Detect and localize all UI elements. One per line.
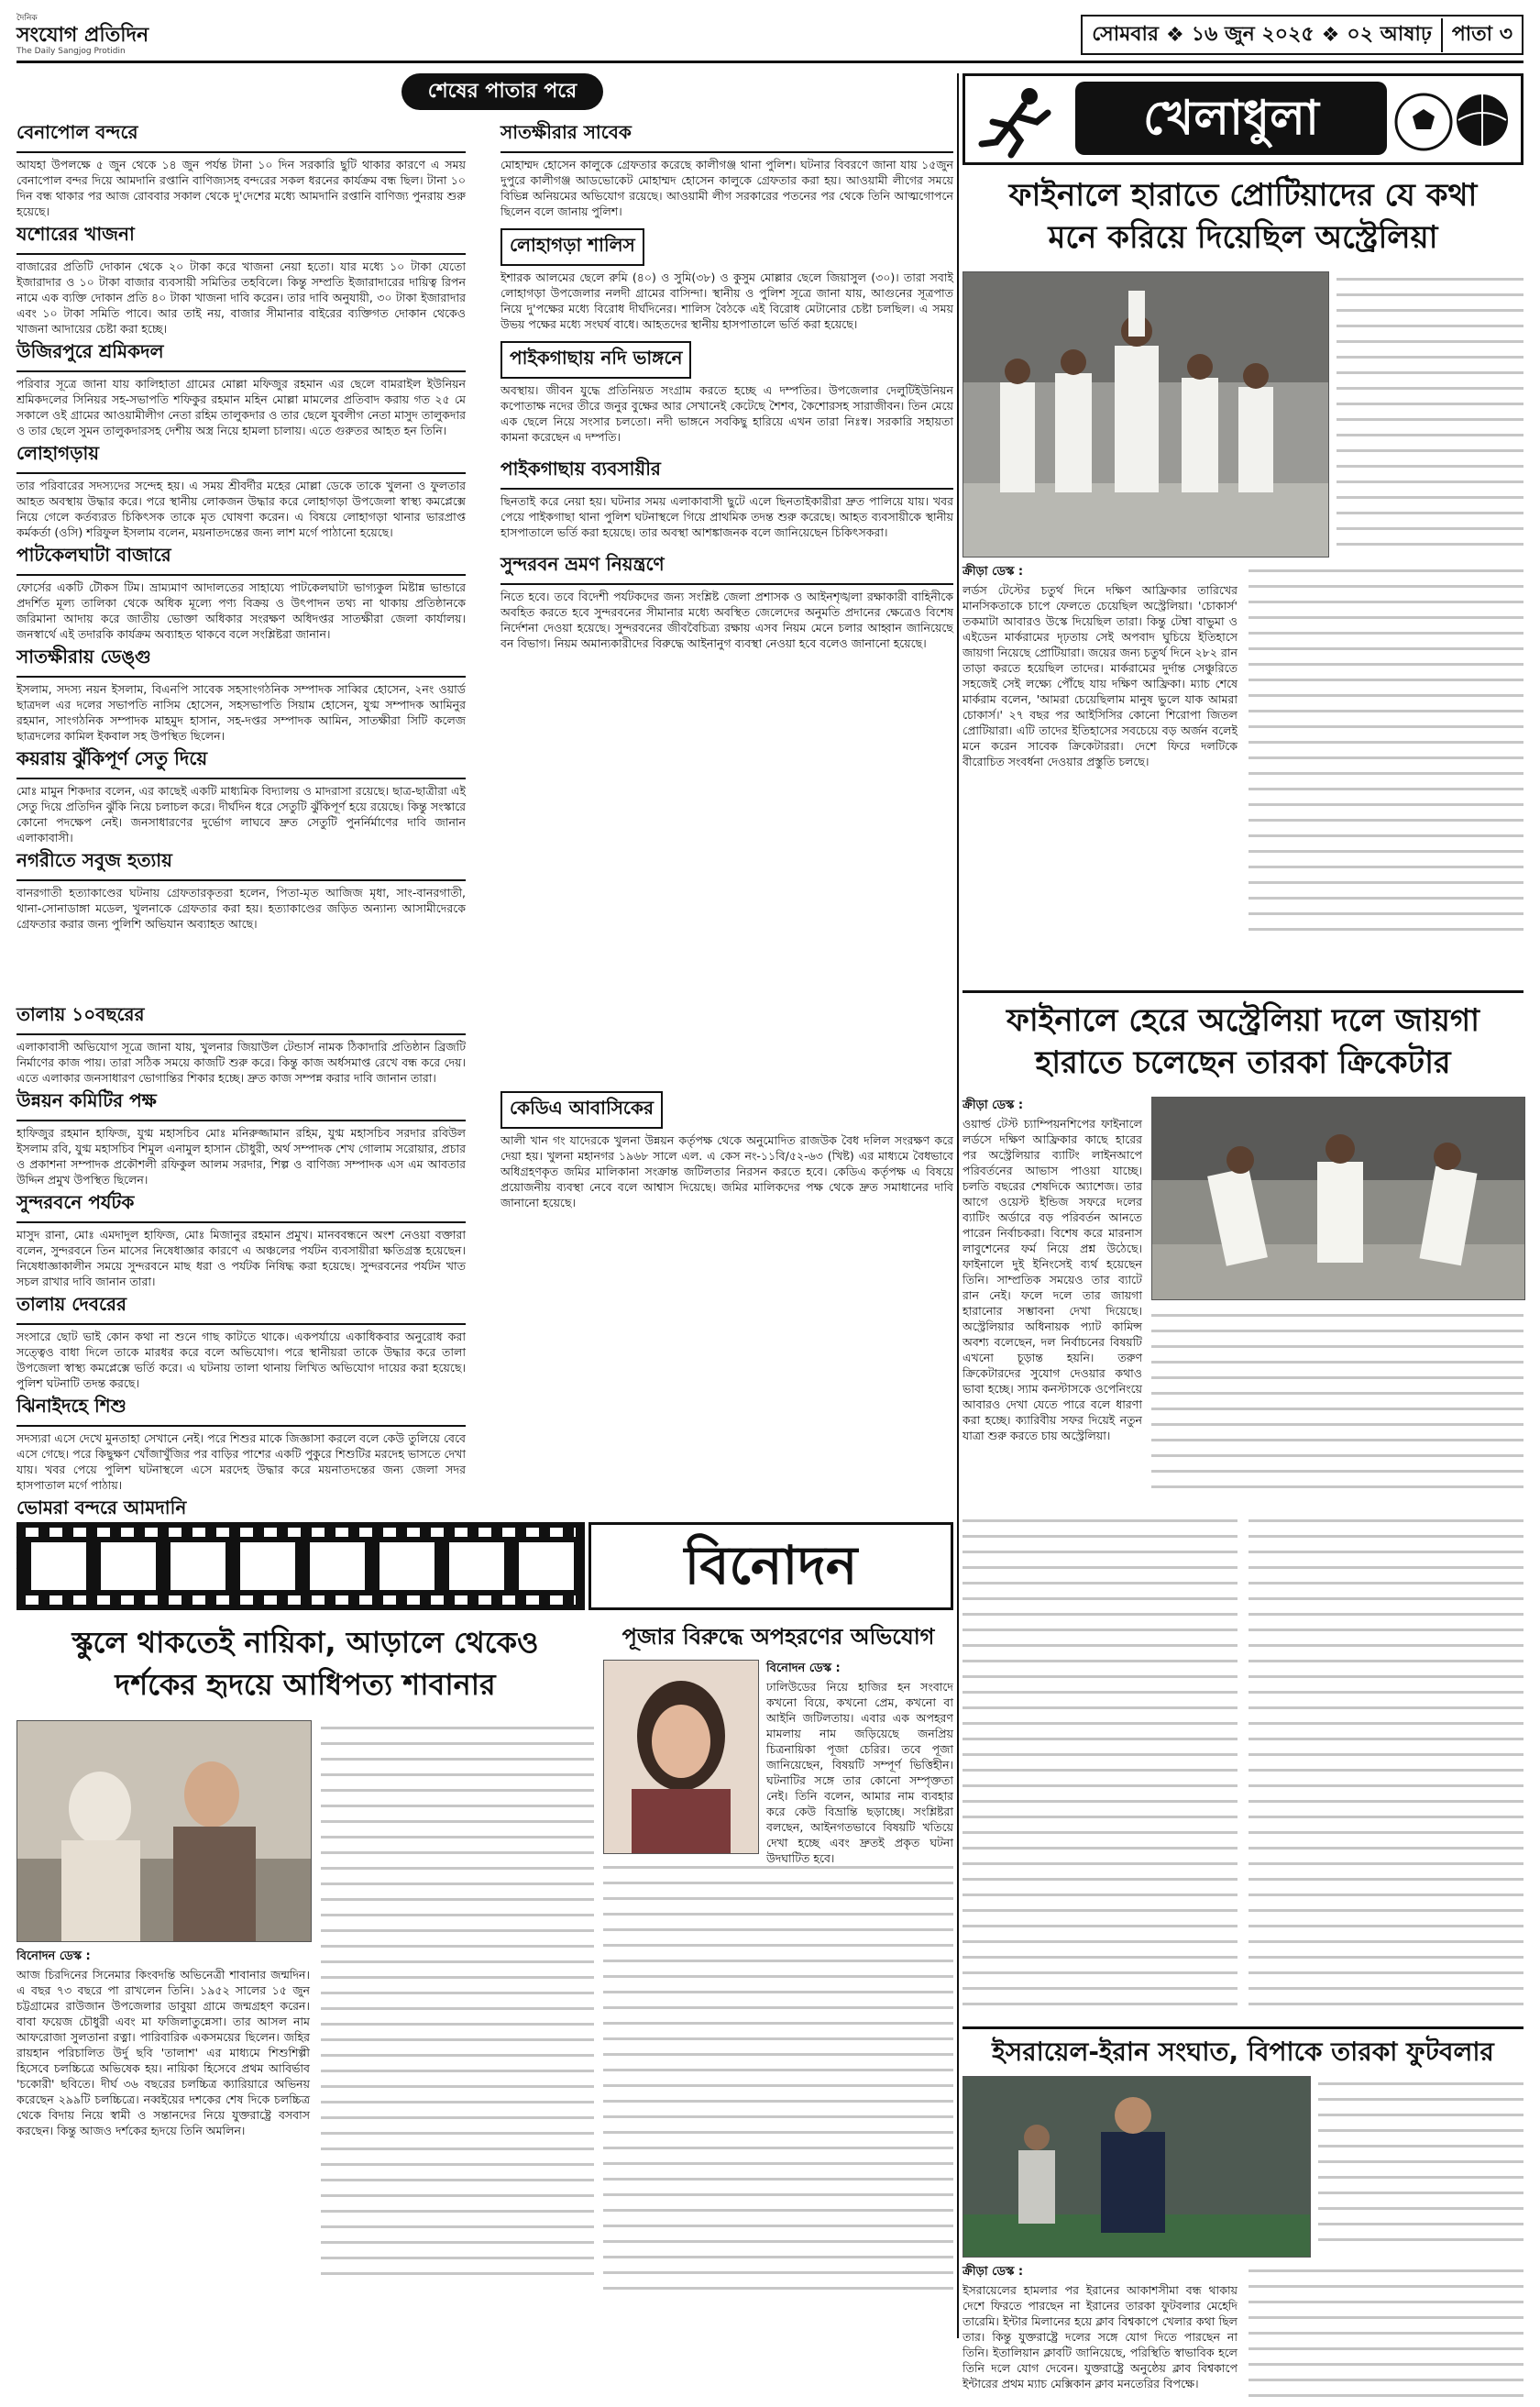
date-bar — [1081, 15, 1524, 55]
story-caption: ক্রীড়া ডেস্ক : — [962, 565, 1024, 579]
story-headline: লোহাগড়া শালিস — [500, 228, 644, 266]
football-player-illustration — [963, 2077, 1310, 2257]
story-item — [16, 999, 466, 1086]
runner-icon — [973, 85, 1064, 157]
shabana-text-col-1 — [16, 1948, 310, 2330]
story-body: হাফিজুর রহমান হাফিজ, যুগ্ম মহাসচিব মোঃ মনিরুজ্জামান রহিম, যুগ্ম মহাসচিব সরদার রবিউল ইসলাম রবি, যুগ্ম মহাসচিব শিমুল এনামুল হাসান চৌধুরী, অর্থ সম্পাদক শেখ গোলাম সরোয়ার, প্রচার ও প্রকাশনা সম্পাদক প্রকৌশলী রফিকুল আলম সরদার, শিল্প ও বাণিজ্য সম্পাদক এস এম আবতার উদ্দিন প্রমুখ উপস্থিত ছিলেন। — [16, 1126, 466, 1187]
masthead — [16, 9, 1524, 63]
story-item — [16, 1086, 466, 1187]
story-headline: সাতক্ষীরার সাবেক — [500, 117, 953, 153]
story-headline: তালায় দেবরের — [16, 1289, 466, 1325]
proteas-text-col-3 — [1248, 563, 1524, 937]
headline-line-1: ফাইনালে হেরে অস্ট্রেলিয়া দলে জায়গা — [1006, 1002, 1480, 1039]
puja-text-col-1 — [766, 1660, 953, 1865]
sports-banner — [962, 73, 1524, 165]
australia-text-col-1 — [962, 1097, 1142, 1519]
australia-headline — [962, 999, 1524, 1084]
taremi-photo — [962, 2076, 1311, 2258]
story-headline: ভোমরা বন্দরে আমদানি — [16, 1493, 466, 1529]
story-headline: সুন্দরবন ভ্রমণ নিয়ন্ত্রণে — [500, 549, 953, 585]
date-bangla: ০২ আষাঢ় — [1347, 22, 1432, 46]
headline-line-1: ফাইনালে হারাতে প্রোটিয়াদের যে কথা — [1008, 177, 1478, 214]
headline-line-1: স্কুলে থাকতেই নায়িকা, আড়ালে থেকেও — [72, 1625, 539, 1660]
headline-line-2: মনে করিয়ে দিয়েছিল অস্ট্রেলিয়া — [1048, 219, 1438, 256]
proteas-celebration-photo — [962, 271, 1329, 558]
shabana-text-col-2 — [321, 1720, 594, 2281]
story-headline: যশোরের খাজনা — [16, 219, 466, 255]
football-headline: ইসরায়েল-ইরান সংঘাত, বিপাকে তারকা ফুটবলার — [992, 2037, 1494, 2067]
story-headline: পাইকগাছায় ব্যবসায়ীর — [500, 454, 953, 490]
filmstrip-graphic — [16, 1522, 585, 1610]
story-headline: ঝিনাইদহে শিশু — [16, 1391, 466, 1427]
australia-text-col-2 — [1151, 1308, 1524, 1495]
football-text-col-2 — [962, 2263, 1238, 2407]
story-item — [16, 337, 466, 438]
story-caption: ক্রীড়া ডেস্ক : — [962, 2265, 1024, 2279]
section-rule — [962, 2026, 1524, 2029]
story-headline: পাটকেলঘাটা বাজারে — [16, 540, 466, 576]
australia-fielding-photo — [1151, 1097, 1525, 1300]
story-headline: কেডিএ আবাসিকের — [500, 1091, 663, 1129]
news-column-a-lower — [16, 999, 466, 1579]
story-headline: তালায় ১০বছরের — [16, 999, 466, 1035]
proteas-text-col-1 — [1336, 271, 1524, 552]
paper-logo — [16, 11, 236, 55]
entertainment-section — [16, 1522, 953, 2338]
news-column-b — [500, 117, 953, 651]
cricket-celebration-illustration — [963, 272, 1328, 557]
football-text-col-3 — [1248, 2263, 1524, 2403]
story-headline: উন্নয়ন কমিটির পক্ষ — [16, 1086, 466, 1121]
puja-headline: পূজার বিরুদ্ধে অপহরণের অভিযোগ — [622, 1624, 935, 1650]
story-caption: বিনোদন ডেস্ক : — [766, 1662, 841, 1675]
australia-text-col-3 — [962, 1513, 1238, 2012]
balls-icon — [1392, 87, 1512, 153]
headline-line-2: দর্শকের হৃদয়ে আধিপত্য শাবানার — [115, 1667, 496, 1702]
story-body: অবস্থায়। জীবন যুদ্ধে প্রতিনিয়ত সংগ্রাম করতে হচ্ছে এ দম্পতির। উপজেলার দেলুটিইউনিয়ন কপোতাক্ষ নদের তীরে জনুর বুক্ষের আর সেখানেই কেটেছে শৈশব, কৈশোরসহ সারাজীবন। তিন মেয়ে এক ছেলে নিয়ে সংসার চলতো। নদী ভাঙ্গনে সবকিছু হারিয়ে এখন তারা নিঃস্ব। সরকারি সহায়তা কামনা করেছেন এ দম্পতি। — [500, 383, 953, 444]
story-body: মাসুদ রানা, মোঃ এমদাদুল হাফিজ, মোঃ মিজানুর রহমান প্রমুখ। মানববন্ধনে অংশ নেওয়া বক্তারা বলেন, সুন্দরবনে তিন মাসের নিষেধাজ্ঞার কারণে এ অঞ্চলের পর্যটন ব্যবসায়ীরা ক্ষতিগ্রস্ত হয়েছেন। নিষেধাজ্ঞাকালীন সময়ে সুন্দরবনে মাছ ধরা ও পর্যটক নিষিদ্ধ করা হয়েছে। সুন্দরবনের পর্যটন খাত সচল রাখার দাবি জানান তারা। — [16, 1228, 466, 1288]
story-body: সদস্যরা এসে দেখে মুনতাহা সেখানে নেই। পরে শিশুর মাকে জিজ্ঞাসা করলে বলে কেউ তুলিয়ে বেবে এসে গেছে। পরে কিছুক্ষণ খোঁজাখুঁজির পর বাড়ির পাশের একটি পুকুরে শিশুটির মরদেহ ভাসতে দেখা যায়। খবর পেয়ে পুলিশ ঘটনাস্থলে এসে মরদেহ উদ্ধার করে ময়নাতদন্তের জন্য জেলা সদর হাসপাতাল মর্গে পাঠায়। — [16, 1431, 466, 1492]
story-body: আজ চিরদিনের সিনেমার কিংবদন্তি অভিনেত্রী শাবানার জন্মদিন। এ বছর ৭৩ বছরে পা রাখলেন তিনি। ১৯৫২ সালের ১৫ জুন চট্টগ্রামের রাউজান উপজেলার ডাবুয়া গ্রামে জন্মগ্রহণ করেন। বাবা ফয়েজ চৌধুরী এবং মা ফজিলাতুন্নেসা। তার আসল নাম আফরোজা সুলতানা রত্না। পারিবারিক একসময়ের ছিলেন। জহির রায়হান পরিচালিত উর্দু ছবি 'তালাশ' এর মাধ্যমে শিশুশিল্পী হিসেবে চলচ্চিত্রে অভিষেক হয়। নায়িকা হিসেবে প্রথম আবির্ভাব 'চকোরী' ছবিতে। দীর্ঘ ৩৬ বছরের চলচ্চিত্র ক্যারিয়ারে অভিনয় করেছেন ২৯৯টি চলচ্চিত্রে। নব্বইয়ের দশকের শেষ দিকে চলচ্চিত্র থেকে বিদায় নিয়ে স্বামী ও সন্তানদের নিয়ে যুক্তরাষ্ট্রে বসবাস করছেন। কিন্তু আজও দর্শকের হৃদয়ে তিনি অমলিন। — [16, 1968, 310, 2137]
story-caption: ক্রীড়া ডেস্ক : — [962, 1099, 1024, 1112]
story-body: ওয়ার্ল্ড টেস্ট চ্যাম্পিয়নশিপের ফাইনালে লর্ডসে দক্ষিণ আফ্রিকার কাছে হারের পর অস্ট্রেলিয়ার ব্যাটিং লাইনআপে পরিবর্তনের আভাস পাওয়া যাচ্ছে। চলতি বছরের শেষদিকে অ্যাশেজ। তার আগে ওয়েস্ট ইন্ডিজ সফরে দলের ব্যাটিং অর্ডারে বড় পরিবর্তন আনতে পারেন নির্বাচকরা। বিশেষ করে মারনাস লাবুশেনের ফর্ম নিয়ে প্রশ্ন উঠেছে। ফাইনালে দুই ইনিংসেই ব্যর্থ হয়েছেন তিনি। সাম্প্রতিক সময়েও তার ব্যাটে রান নেই। ফলে দলে তার জায়গা হারানোর সম্ভাবনা দেখা দিয়েছে। অস্ট্রেলিয়ার অধিনায়ক প্যাট কামিন্স অবশ্য বলেছেন, দল নির্বাচনের বিষয়টি এখনো চূড়ান্ত হয়নি। তরুণ ক্রিকেটারদের সুযোগ দেওয়ার কথাও ভাবা হচ্ছে। স্যাম কনস্টাসকে ওপেনিংয়ে আবারও দেখা যেতে পারে বলে ধারণা করা হচ্ছে। ক্যারিবীয় সফর দিয়েই নতুন যাত্রা শুরু করতে চায় অস্ট্রেলিয়া। — [962, 1117, 1142, 1442]
story-headline: উজিরপুরে শ্রমিকদল — [16, 337, 466, 372]
column-divider — [957, 73, 959, 2338]
story-item — [16, 1391, 466, 1493]
story-body: মোহাম্মদ হোসেন কালুকে গ্রেফতার করেছে কালীগঞ্জ থানা পুলিশ। ঘটনার বিবরণে জানা যায় ১৫জুন দুপুরে কালীগঞ্জ আডভোকেট মোহাম্মদ হোসেন কালুকে গ্রেফতার করা হয়। আওয়ামী লীগের সময়ে বিভিন্ন অনিয়মের অভিযোগ রয়েছে। আওয়ামী লীগ সরকারের পতনের পর থেকে তিনি আত্মগোপনে ছিলেন বলে জানায় পুলিশ। — [500, 158, 953, 218]
story-caption: বিনোদন ডেস্ক : — [16, 1949, 91, 1963]
story-item — [16, 642, 466, 744]
story-item — [16, 1187, 466, 1289]
story-headline: সাতক্ষীরায় ডেঙ্গু — [16, 642, 466, 678]
entertainment-title: বিনোদন — [588, 1522, 953, 1610]
proteas-headline — [962, 174, 1524, 259]
story-body: ইসলাম, সদস্য নয়ন ইসলাম, বিএনপি সাবেক সহসাংগঠনিক সম্পাদক সাব্বির হোসেন, ২নং ওয়ার্ড ছাত্রদল এর দলের সভাপতি নাসিম হোসেন, সহসভাপতি সিয়াম হোসেন, যুগ্ম সম্পাদক আমিনুর রহমান, সাংগঠনিক সম্পাদক মাহমুদ হাসান, সহ-দপ্তর সম্পাদক আমিন, সাতক্ষীরা সিটি কলেজ ছাত্রদলের কামিল ইকবাল সহ উপস্থিত ছিলেন। — [16, 682, 466, 743]
page-number: পাতা ৩ — [1441, 18, 1512, 52]
story-item — [500, 1091, 953, 1210]
story-item — [500, 454, 953, 540]
cricket-fielding-illustration — [1152, 1098, 1524, 1299]
story-body: পরিবার সূত্রে জানা যায় কালিহাতা গ্রামের মোল্লা মফিজুর রহমান এর ছেলে বামরাইল ইউনিয়ন শ্রমিকদলের সিনিয়র সহ-সভাপতি শফিকুর রহমান মহিন মোল্লা মামলের প্রতিবাদ করায় গত ২৫ মে সকালে ওই গ্রামের আওয়ামীলীগ নেতা রহিম তালুকদার ও তার ছেলে যুবলীগ নেতা মাসুদ তালুকদার ও তার ছেলে সুমন তালুকদারসহ দেশীয় অস্ত্র নিয়ে হামলা চালায়। এতে গুরুতর আহত হন তিনি। — [16, 377, 466, 437]
story-body: সংসারে ছোট ভাই কোন কথা না শুনে গাছ কাটতে থাকে। একপর্যায়ে একাধিকবার অনুরোধ করা সত্ত্বেও বাধা দিলে তাকে মারধর করে বলে অভিযোগ। পরে স্থানীয়রা তাকে উদ্ধার করে তালা উপজেলা স্বাস্থ্য কমপ্লেক্সে ভর্তি করে। এ ঘটনায় তালা থানায় লিখিত অভিযোগ দায়ের করা হয়েছে। পুলিশ ঘটনাটি তদন্ত করছে। — [16, 1330, 466, 1390]
story-headline: লোহাগড়ায় — [16, 438, 466, 474]
paper-name-en: The Daily Sangjog Protidin — [16, 47, 126, 56]
diamond-icon: ❖ — [1166, 23, 1184, 47]
story-body: তার পরিবারের সদস্যদের সন্দেহ হয়। এ সময় শ্রীবর্দীর মহের মোল্লা ডেকে তাকে খুলনা ও ফুলতার আহত অবস্থায় উদ্ধার করে। পরে স্থানীয় লোকজন উদ্ধার করে লোহাগড়া উপজেলা স্বাস্থ্য কমপ্লেক্সে নিয়ে গেলে কর্তব্যরত চিকিৎসক তাকে মৃত ঘোষণা করেন। এ বিষয়ে লোহাগড়া থানার ভারপ্রাপ্ত কর্মকর্তা (ওসি) শরিফুল ইসলাম বলেন, ময়নাতদন্তের জন্য লাশ মর্গে পাঠানো হয়েছে। — [16, 479, 466, 539]
couple-photo-illustration — [17, 1721, 311, 1941]
daily-label: দৈনিক — [16, 14, 38, 23]
shabana-photo — [16, 1720, 312, 1942]
story-item — [500, 341, 953, 445]
story-body: ইসরায়েলের হামলার পর ইরানের আকাশসীমা বন্ধ থাকায় দেশে ফিরতে পারছেন না ইরানের তারকা ফুটবলার মেহেদি তারেমি। ইন্টার মিলানের হয়ে ক্লাব বিশ্বকাপে খেলার কথা ছিল তার। কিন্তু যুক্তরাষ্ট্রে দলের সঙ্গে যোগ দিতে পারছেন না তিনি। ইতালিয়ান ক্লাবটি জানিয়েছে, পরিস্থিতি স্বাভাবিক হলে তিনি দলে যোগ দেবেন। যুক্তরাষ্ট্রে অনুষ্ঠেয় ক্লাব বিশ্বকাপে ইন্টারের প্রথম ম্যাচ মেক্সিকান ক্লাব মনতেরির বিপক্ষে। — [962, 2283, 1238, 2390]
football-text-col-1 — [1318, 2076, 1524, 2247]
story-item — [500, 117, 953, 219]
section-rule — [962, 990, 1524, 993]
story-headline: বেনাপোল বন্দরে — [16, 117, 466, 153]
puja-photo — [603, 1660, 759, 1854]
story-body: আযহা উপলক্ষে ৫ জুন থেকে ১৪ জুন পর্যন্ত টানা ১০ দিন সরকারি ছুটি থাকার কারণে এ সময় বেনাপোল বন্দর দিয়ে আমদানি রপ্তানি বাণিজ্যসহ বন্দরের সকল ধরনের কার্যক্রম বন্ধ ছিল। টানা ১০ দিন বন্ধ থাকার পর আজ রোববার সকাল থেকে দু'দেশের মধ্যে আমদানি রপ্তানি বাণিজ্য পুনরায় শুরু হয়েছে। — [16, 158, 466, 218]
news-column-b-lower — [500, 1091, 953, 1210]
australia-text-col-4 — [1248, 1513, 1524, 2012]
story-headline: কয়রায় ঝুঁকিপূর্ণ সেতু দিয়ে — [16, 744, 466, 779]
sports-title: খেলাধুলা — [1075, 82, 1387, 155]
story-item — [16, 438, 466, 540]
story-item — [16, 744, 466, 845]
story-body: বানরগাতী হত্যাকাণ্ডের ঘটনায় গ্রেফতারকৃতরা হলেন, পিতা-মৃত আজিজ মৃধা, সাং-বানরগাতী, থানা-সোনাডাঙ্গা মডেল, খুলনাকে গ্রেফতার করা হয়। হত্যাকাণ্ডের জড়িত অন্যান্য আসামীদেরকে গ্রেফতার করার জন্য পুলিশি অভিযান অব্যাহত আছে। — [16, 886, 466, 931]
story-item — [500, 549, 953, 651]
puja-text-col-2 — [603, 1860, 953, 2296]
story-body: ছিনতাই করে নেয়া হয়। ঘটনার সময় এলাকাবাসী ছুটে এলে ছিনতাইকারীরা দ্রুত পালিয়ে যায়। খবর পেয়ে পাইকগাছা থানা পুলিশ ঘটনাস্থলে গিয়ে প্রাথমিক তদন্ত শুরু করেছে। আহত ব্যবসায়ীকে স্থানীয় হাসপাতালে ভর্তি করা হয়েছে। তার অবস্থা আশঙ্কাজনক বলে জানিয়েছেন চিকিৎসকরা। — [500, 494, 953, 539]
headline-line-2: হারাতে চলেছেন তারকা ক্রিকেটার — [1035, 1044, 1451, 1081]
story-item — [16, 540, 466, 642]
story-item — [500, 228, 953, 332]
story-item — [16, 219, 466, 337]
story-body: নিতে হবে। তবে বিদেশী পর্যটকদের জন্য সংশ্লিষ্ট জেলা প্রশাসক ও আইনশৃঙ্খলা রক্ষাকারী বাহিনীকে অবহিত করতে হবে সুন্দরবনের সীমানার মধ্যে অবস্থিত জেলেদের অনুমতি প্রদানের ক্ষেত্রেও বিশেষ নির্দেশনা দেওয়া হয়েছে। সুন্দরবনের জীববৈচিত্র্য রক্ষায় এসব নিয়ম মেনে চলার আহ্বান জানিয়েছে বন বিভাগ। নিয়ম অমান্যকারীদের বিরুদ্ধে আইনানুগ ব্যবস্থা নেওয়া হবে বলেও জানানো হয়েছে। — [500, 590, 953, 650]
date-gregorian: ১৬ জুন ২০২৫ — [1191, 22, 1314, 46]
story-body: লর্ডস টেস্টের চতুর্থ দিনে দক্ষিণ আফ্রিকার তারিখের মানসিকতাকে চাপে ফেলতে চেয়েছিল অস্ট্রেলিয়া। 'চোকার্স' তকমাটা আবারও উস্কে দিয়েছিল তারা। কিন্তু টেম্বা বাভুমা ও এইডেন মার্করামের দৃঢ়তায় সেই অপবাদ ঘুচিয়ে ইতিহাসে জায়গা নিয়েছে প্রোটিয়ারা। জয়ের জন্য চতুর্থ দিনে ২৮২ রান তাড়া করতে হয়েছিল তাদের। মার্করামের দুর্দান্ত সেঞ্চুরিতে সহজেই সেই লক্ষ্যে পৌঁছে যায় দক্ষিণ আফ্রিকা। ম্যাচ শেষে মার্করাম বলেন, 'আমরা চেয়েছিলাম মানুষ ভুলে যাক আমরা চোকার্স।' ২৭ বছর পর আইসিসির কোনো শিরোপা জিতল প্রোটিয়ারা। এটি তাদের ইতিহাসের সবচেয়ে বড় অর্জন বলেই মনে করেন সাবেক ক্রিকেটাররা। দেশে ফিরে দলটিকে বীরোচিত সংবর্ধনা দেওয়ার প্রস্তুতি চলছে। — [962, 583, 1238, 768]
story-body: ইশারক আলমের ছেলে রুমি (৪০) ও সুমি(৩৮) ও কুসুম মোল্লার ছেলে জিয়াসুল (৩০)। তারা সবাই লোহাগড়া উপজেলার নলদী গ্রামের বাসিন্দা। স্থানীয় ও পুলিশ সূত্রে জানা যায়, আগুনের সূত্রপাত নিয়ে দু'পক্ষের মধ্যে বিরোধ দীর্ঘদিনের। শালিস বৈঠকে এই বিরোধ মেটানোর চেষ্টা চলছিল। এ সময় উভয় পক্ষের মধ্যে সংঘর্ষ বাধে। আহতদের স্থানীয় হাসপাতালে ভর্তি করা হয়েছে। — [500, 271, 953, 331]
story-headline: নগরীতে সবুজ হত্যায় — [16, 845, 466, 881]
news-column-a — [16, 117, 466, 932]
story-item — [16, 117, 466, 219]
weekday: সোমবার — [1092, 22, 1160, 46]
story-item — [16, 845, 466, 932]
sports-section — [962, 73, 1524, 2390]
story-body: আলী খান গং যাদেরকে খুলনা উন্নয়ন কর্তৃপক্ষ থেকে অনুমোদিত রাজউক বৈধ দলিল সংরক্ষণ করে দেয়া হয়। খুলনা মহানগর ১৯৬৮ সালে এল. এ কেস নং-১১বি/৫২-৬৩ (খিষ্ট) এর মাধ্যমে বৈধভাবে অধিগ্রহণকৃত জমির মালিকানা সংক্রান্ত জটিলতার নিরসন করতে হবে। কেডিএ কর্তৃপক্ষ এ বিষয়ে প্রয়োজনীয় ব্যবস্থা নেবে বলে আশ্বাস দিয়েছে। জমির মালিকদের পক্ষ থেকে দ্রুত সমাধানের দাবি জানানো হয়েছে। — [500, 1133, 953, 1209]
proteas-text-col-2 — [962, 563, 1238, 967]
story-headline: সুন্দরবনে পর্যটক — [16, 1187, 466, 1223]
continued-news-section — [16, 73, 953, 1518]
shabana-headline — [16, 1621, 594, 1706]
story-body: ফোর্সের একটি টৌকস টিম। ভ্রাম্যমাণ আদালতের সাহায্যে পাটকেলঘাটা ভাগ্যকুল মিষ্টান্ন ভান্ডারে প্রদর্শিত মূল্য তালিকা থেকে অধিক মূল্যে পণ্য বিক্রয় ও উৎপাদন তথ্য না থাকায় প্রতিষ্ঠানকে জরিমানা আদায় করে জাতীয় ভোক্তা অধিকার সংরক্ষণ অধিদপ্তর সাতক্ষীরা জেলা কার্যালয়। জনস্বার্থে এই তদারকি কার্যক্রম অব্যাহত থাকবে বলে সংশ্লিষ্টরা জানান। — [16, 580, 466, 641]
story-body: এলাকাবাসী অভিযোগ সূত্রে জানা যায়, খুলনার জিয়াউল টেন্ডার্স নামক ঠিকাদারি প্রতিষ্ঠান ব্রিজটি নির্মাণের কাজ পায়। তারা সঠিক সময়ে কাজটি শুরু করে। কিন্তু কাজ অর্ধসমাপ্ত রেখে বন্ধ করে দেয়। এতে এলাকার জনসাধারণ ভোগান্তির শিকার হচ্ছে। দ্রুত কাজ সম্পন্ন করার দাবি জানান তারা। — [16, 1040, 466, 1085]
story-body: মোঃ মামুন শিকদার বলেন, এর কাছেই একটি মাধ্যমিক বিদ্যালয় ও মাদরাসা রয়েছে। ছাত্র-ছাত্রীরা এই সেতু দিয়ে প্রতিদিন ঝুঁকি নিয়ে চলাচল করে। দীর্ঘদিন ধরে সেতুটি ঝুঁকিপূর্ণ হয়ে রয়েছে। কিন্তু সংস্কারে কোনো পদক্ষেপ নেই। জনসাধারণের দুর্ভোগ লাঘবে দ্রুত সেতুটি পুনর্নির্মাণের দাবি জানান এলাকাবাসী। — [16, 784, 466, 845]
continued-label: শেষের পাতার পরে — [402, 73, 603, 110]
paper-name: সংযোগ প্রতিদিন — [16, 24, 149, 47]
story-body: বাজারের প্রতিটি দোকান থেকে ২০ টাকা করে খাজনা নেয়া হতো। যার মধ্যে ১০ টাকা যেতো ইজারাদার ও ১০ টাকা বাজার ব্যবসায়ী সমিতির তহবিলে। কিন্তু সম্প্রতি ইজারাদারের দায়িত্ব রিপন নামে এক ব্যক্তি দোকান প্রতি ৪০ টাকা খাজনা দাবি করেন। তার দাবি অনুযায়ী, ৩০ টাকা ইজারাদার এবং ১০ টাকা সমিতি পাবে। আর তাই নয়, বাজার সীমানার বাইরের ব্যক্তিগত দোকান থেকেও খাজনা আদায়ের চেষ্টা করা হচ্ছে। — [16, 259, 466, 336]
story-headline: পাইকগাছায় নদি ভাঙ্গনে — [500, 341, 691, 379]
actress-photo-illustration — [604, 1661, 758, 1853]
story-body: ঢালিউডের নিয়ে হাজির হন সংবাদে কখনো বিয়ে, কখনো প্রেম, কখনো বা আইনি জটিলতায়। এবার এক অপহরণ মামলায় নাম জড়িয়েছে জনপ্রিয় চিত্রনায়িকা পূজা চেরির। তবে পূজা জানিয়েছেন, বিষয়টি সম্পূর্ণ ভিত্তিহীন। ঘটনাটির সঙ্গে তার কোনো সম্পৃক্ততা নেই। তিনি বলেন, আমার নাম ব্যবহার করে কেউ বিভ্রান্তি ছড়াচ্ছে। সংশ্লিষ্টরা বলছেন, আইনগতভাবে বিষয়টি খতিয়ে দেখা হচ্ছে এবং দ্রুতই প্রকৃত ঘটনা উদঘাটিত হবে। — [766, 1680, 953, 1865]
diamond-icon: ❖ — [1321, 23, 1340, 47]
story-item — [16, 1289, 466, 1391]
